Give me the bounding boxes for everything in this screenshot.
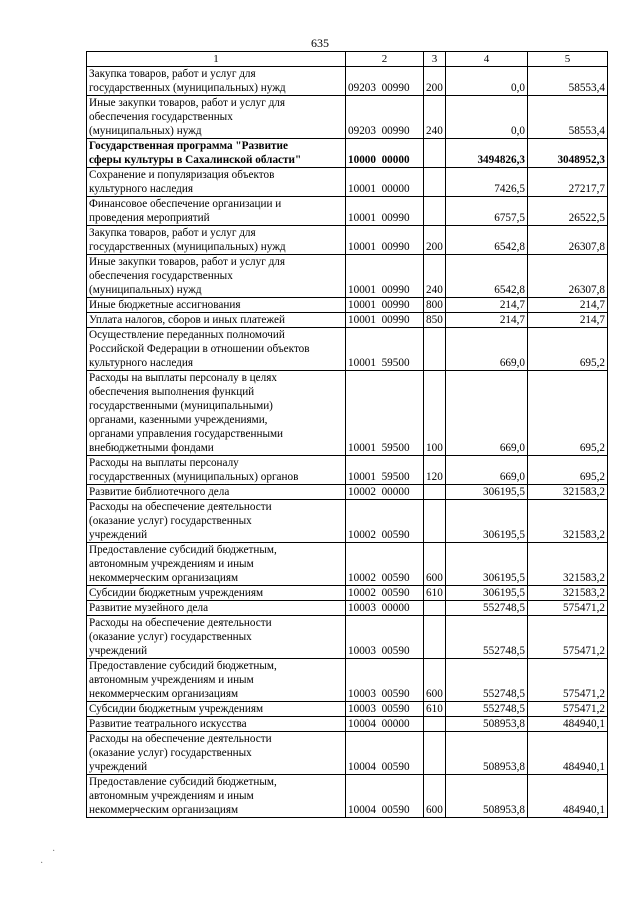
row-name-cell: Иные закупки товаров, работ и услуг для обеспечения государственных (муниципальных) нужд xyxy=(87,255,346,298)
row-value-col4-cell: 214,7 xyxy=(446,298,528,313)
row-value-col5-cell: 484940,1 xyxy=(528,717,608,732)
row-name-cell: Расходы на обеспечение деятельности (оказание услуг) государственных учреждений xyxy=(87,500,346,543)
row-value-col5-cell: 321583,2 xyxy=(528,543,608,586)
table-row xyxy=(87,702,608,717)
row-type-cell xyxy=(424,328,446,371)
table-row xyxy=(87,500,608,543)
row-code-cell: 10002 00000 xyxy=(346,485,424,500)
row-value-col5-cell: 321583,2 xyxy=(528,500,608,543)
row-name-cell: Расходы на выплаты персоналу в целях обеспечения выполнения функций государственными (муниципальными) органами, казенными учреждениями, органами управления государственными внебюджетными фондами xyxy=(87,371,346,456)
row-type-cell xyxy=(424,485,446,500)
column-header: 4 xyxy=(446,52,528,67)
row-name-cell: Субсидии бюджетным учреждениям xyxy=(87,702,346,717)
table-row xyxy=(87,586,608,601)
table-row xyxy=(87,485,608,500)
row-value-col5-cell: 321583,2 xyxy=(528,485,608,500)
row-type-cell: 200 xyxy=(424,67,446,96)
table-row xyxy=(87,659,608,702)
row-type-cell: 100 xyxy=(424,371,446,456)
row-code-cell: 10003 00590 xyxy=(346,659,424,702)
column-header: 5 xyxy=(528,52,608,67)
row-code-cell: 10001 00990 xyxy=(346,197,424,226)
row-value-col4-cell: 552748,5 xyxy=(446,702,528,717)
row-code-cell: 10004 00590 xyxy=(346,775,424,818)
row-value-col5-cell: 27217,7 xyxy=(528,168,608,197)
row-value-col4-cell: 508953,8 xyxy=(446,717,528,732)
row-type-cell: 850 xyxy=(424,313,446,328)
row-value-col4-cell: 552748,5 xyxy=(446,601,528,616)
row-value-col5-cell: 575471,2 xyxy=(528,702,608,717)
row-type-cell xyxy=(424,732,446,775)
row-name-cell: Расходы на обеспечение деятельности (оказание услуг) государственных учреждений xyxy=(87,732,346,775)
row-code-cell: 10003 00590 xyxy=(346,702,424,717)
row-value-col4-cell: 508953,8 xyxy=(446,732,528,775)
row-code-cell: 10000 00000 xyxy=(346,139,424,168)
row-value-col4-cell: 669,0 xyxy=(446,328,528,371)
column-header: 2 xyxy=(346,52,424,67)
row-name-cell: Расходы на обеспечение деятельности (оказание услуг) государственных учреждений xyxy=(87,616,346,659)
row-value-col5-cell: 484940,1 xyxy=(528,732,608,775)
row-name-cell: Развитие музейного дела xyxy=(87,601,346,616)
row-name-cell: Предоставление субсидий бюджетным, автономным учреждениям и иным некоммерческим организациям xyxy=(87,543,346,586)
row-type-cell: 240 xyxy=(424,255,446,298)
table-row xyxy=(87,139,608,168)
row-value-col5-cell: 321583,2 xyxy=(528,586,608,601)
row-code-cell: 10004 00590 xyxy=(346,732,424,775)
table-row xyxy=(87,168,608,197)
row-name-cell: Предоставление субсидий бюджетным, автономным учреждениям и иным некоммерческим организациям xyxy=(87,775,346,818)
table-row xyxy=(87,543,608,586)
row-name-cell: Предоставление субсидий бюджетным, автономным учреждениям и иным некоммерческим организациям xyxy=(87,659,346,702)
row-value-col4-cell: 306195,5 xyxy=(446,485,528,500)
table-row xyxy=(87,298,608,313)
row-value-col5-cell: 575471,2 xyxy=(528,616,608,659)
scan-mark: · xyxy=(40,858,44,869)
row-type-cell: 800 xyxy=(424,298,446,313)
row-code-cell: 10001 00990 xyxy=(346,313,424,328)
column-header: 1 xyxy=(87,52,346,67)
row-type-cell: 610 xyxy=(424,586,446,601)
page-number: 635 xyxy=(311,36,329,50)
row-code-cell: 10002 00590 xyxy=(346,543,424,586)
row-value-col5-cell: 695,2 xyxy=(528,328,608,371)
row-value-col4-cell: 306195,5 xyxy=(446,543,528,586)
table-row xyxy=(87,775,608,818)
row-value-col4-cell: 3494826,3 xyxy=(446,139,528,168)
row-value-col5-cell: 58553,4 xyxy=(528,67,608,96)
row-type-cell: 600 xyxy=(424,543,446,586)
row-value-col5-cell: 3048952,3 xyxy=(528,139,608,168)
row-type-cell xyxy=(424,717,446,732)
row-type-cell xyxy=(424,168,446,197)
row-value-col4-cell: 508953,8 xyxy=(446,775,528,818)
row-name-cell: Уплата налогов, сборов и иных платежей xyxy=(87,313,346,328)
table-row xyxy=(87,371,608,456)
table-row xyxy=(87,601,608,616)
row-type-cell: 600 xyxy=(424,775,446,818)
row-code-cell: 10001 00990 xyxy=(346,255,424,298)
row-code-cell: 09203 00990 xyxy=(346,96,424,139)
row-value-col5-cell: 575471,2 xyxy=(528,601,608,616)
row-value-col5-cell: 26522,5 xyxy=(528,197,608,226)
row-value-col4-cell: 6542,8 xyxy=(446,255,528,298)
row-type-cell xyxy=(424,601,446,616)
scan-mark: · xyxy=(52,846,56,857)
row-type-cell: 600 xyxy=(424,659,446,702)
row-name-cell: Государственная программа "Развитие сферы культуры в Сахалинской области" xyxy=(87,139,346,168)
row-name-cell: Закупка товаров, работ и услуг для государственных (муниципальных) нужд xyxy=(87,226,346,255)
row-name-cell: Закупка товаров, работ и услуг для государственных (муниципальных) нужд xyxy=(87,67,346,96)
row-type-cell: 240 xyxy=(424,96,446,139)
row-name-cell: Иные бюджетные ассигнования xyxy=(87,298,346,313)
row-type-cell xyxy=(424,500,446,543)
table-row xyxy=(87,313,608,328)
budget-table xyxy=(86,51,608,818)
row-code-cell: 10002 00590 xyxy=(346,586,424,601)
row-value-col5-cell: 695,2 xyxy=(528,371,608,456)
row-code-cell: 10002 00590 xyxy=(346,500,424,543)
table-row xyxy=(87,616,608,659)
row-name-cell: Субсидии бюджетным учреждениям xyxy=(87,586,346,601)
row-value-col5-cell: 58553,4 xyxy=(528,96,608,139)
row-value-col4-cell: 552748,5 xyxy=(446,659,528,702)
row-code-cell: 10003 00000 xyxy=(346,601,424,616)
table-row xyxy=(87,717,608,732)
table-row xyxy=(87,328,608,371)
row-name-cell: Развитие театрального искусства xyxy=(87,717,346,732)
column-header: 3 xyxy=(424,52,446,67)
row-type-cell: 200 xyxy=(424,226,446,255)
row-value-col4-cell: 7426,5 xyxy=(446,168,528,197)
row-value-col5-cell: 484940,1 xyxy=(528,775,608,818)
row-value-col4-cell: 214,7 xyxy=(446,313,528,328)
table-row xyxy=(87,226,608,255)
row-code-cell: 09203 00990 xyxy=(346,67,424,96)
row-code-cell: 10001 59500 xyxy=(346,371,424,456)
row-code-cell: 10001 00000 xyxy=(346,168,424,197)
table-row xyxy=(87,732,608,775)
row-name-cell: Иные закупки товаров, работ и услуг для обеспечения государственных (муниципальных) нужд xyxy=(87,96,346,139)
row-type-cell xyxy=(424,616,446,659)
budget-table-body xyxy=(87,67,608,818)
row-value-col5-cell: 214,7 xyxy=(528,298,608,313)
row-value-col4-cell: 0,0 xyxy=(446,96,528,139)
row-value-col4-cell: 669,0 xyxy=(446,456,528,485)
row-code-cell: 10001 59500 xyxy=(346,456,424,485)
row-type-cell: 120 xyxy=(424,456,446,485)
row-value-col5-cell: 26307,8 xyxy=(528,226,608,255)
table-row xyxy=(87,255,608,298)
row-type-cell xyxy=(424,197,446,226)
row-value-col4-cell: 306195,5 xyxy=(446,586,528,601)
row-code-cell: 10001 59500 xyxy=(346,328,424,371)
table-row xyxy=(87,197,608,226)
row-name-cell: Финансовое обеспечение организации и проведения мероприятий xyxy=(87,197,346,226)
row-value-col4-cell: 0,0 xyxy=(446,67,528,96)
row-code-cell: 10001 00990 xyxy=(346,226,424,255)
row-value-col4-cell: 6757,5 xyxy=(446,197,528,226)
row-value-col4-cell: 669,0 xyxy=(446,371,528,456)
row-name-cell: Развитие библиотечного дела xyxy=(87,485,346,500)
row-name-cell: Сохранение и популяризация объектов культурного наследия xyxy=(87,168,346,197)
row-value-col4-cell: 306195,5 xyxy=(446,500,528,543)
row-name-cell: Расходы на выплаты персоналу государственных (муниципальных) органов xyxy=(87,456,346,485)
row-code-cell: 10001 00990 xyxy=(346,298,424,313)
row-code-cell: 10004 00000 xyxy=(346,717,424,732)
table-row xyxy=(87,456,608,485)
row-code-cell: 10003 00590 xyxy=(346,616,424,659)
row-name-cell: Осуществление переданных полномочий Российской Федерации в отношении объектов культурного наследия xyxy=(87,328,346,371)
row-value-col4-cell: 6542,8 xyxy=(446,226,528,255)
table-header-row xyxy=(87,52,608,67)
row-value-col4-cell: 552748,5 xyxy=(446,616,528,659)
row-value-col5-cell: 575471,2 xyxy=(528,659,608,702)
table-row xyxy=(87,96,608,139)
row-type-cell xyxy=(424,139,446,168)
table-row xyxy=(87,67,608,96)
row-value-col5-cell: 26307,8 xyxy=(528,255,608,298)
row-value-col5-cell: 214,7 xyxy=(528,313,608,328)
row-value-col5-cell: 695,2 xyxy=(528,456,608,485)
row-type-cell: 610 xyxy=(424,702,446,717)
